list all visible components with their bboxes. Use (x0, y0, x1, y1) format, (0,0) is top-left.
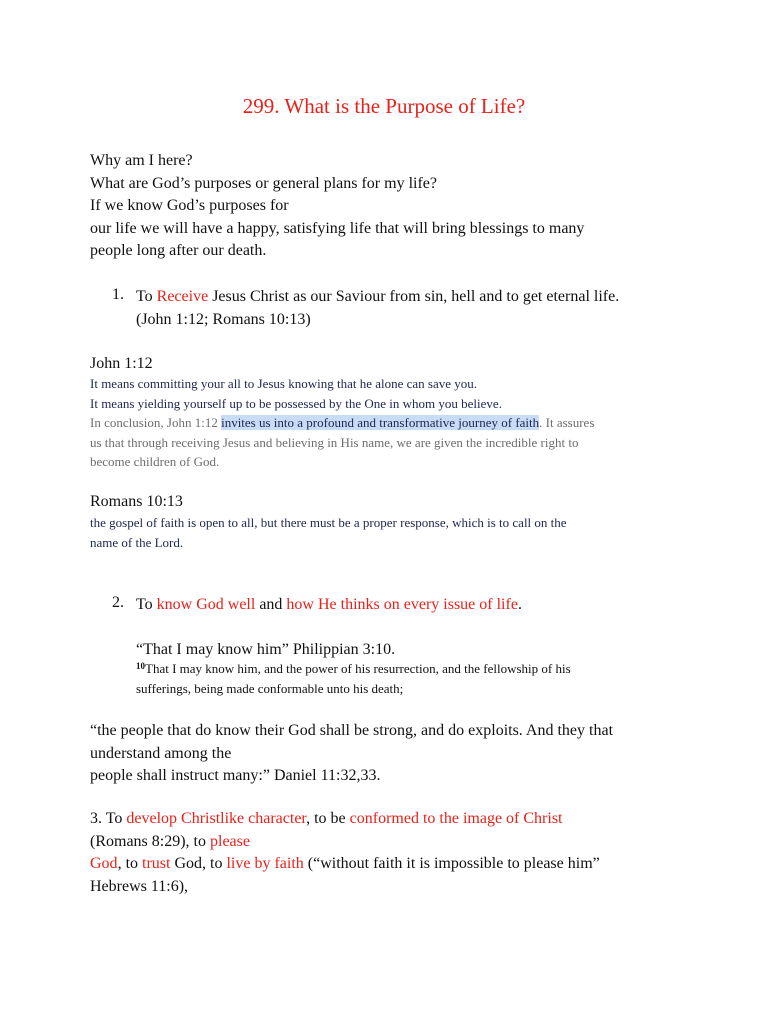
keyword-trust: trust (142, 855, 171, 873)
commentary-line: It means yielding yourself up to be possessed by the One in whom you believe. (90, 395, 502, 411)
keyword-know-god: know God well (156, 596, 256, 613)
section-heading-john: John 1:12 (90, 355, 153, 372)
intro-line: If we know God’s purposes for (90, 197, 289, 215)
daniel-quote (90, 720, 690, 788)
highlighted-text: invites us into a profound and transformative journey of faith (221, 415, 540, 430)
keyword-how-he-thinks: how He thinks on every issue of life (286, 596, 518, 613)
list-item-3: 3. To develop Christlike character, to be conformed to the image of Christ (Romans 8:29), to please God, to trust God, to live by faith (“without faith it is impossible to please him” Hebrews 11:6), (90, 810, 600, 895)
conclusion-line: become children of God. (90, 454, 220, 469)
list-number: 2. (112, 594, 124, 611)
intro-line: our life we will have a happy, satisfying life that will bring blessings to many (90, 219, 585, 237)
list-item-reference: (John 1:12; Romans 10:13) (136, 310, 311, 328)
keyword-christlike: develop Christlike character (126, 810, 307, 827)
intro-line: people long after our death. (90, 242, 267, 260)
page-title: 299. What is the Purpose of Life? (242, 94, 526, 118)
commentary-line: name of the Lord. (90, 534, 184, 550)
keyword-live-by-faith: live by faith (226, 855, 304, 873)
quote-philippians: “That I may know him” Philippian 3:10. (136, 641, 396, 658)
keyword-please: please (210, 832, 250, 850)
conclusion-line: us that through receiving Jesus and believing in His name, we are given the incredible right to (90, 434, 579, 450)
quote-line: understand among the (90, 744, 232, 762)
commentary-line: It means committing your all to Jesus knowing that he alone can save you. (90, 376, 478, 391)
section-heading-romans: Romans 10:13 (90, 493, 183, 510)
quote-line: people shall instruct many:” Daniel 11:32,33. (90, 767, 381, 785)
keyword-conformed: conformed to the image of Christ (349, 810, 563, 827)
list-number: 1. (112, 286, 124, 303)
john-commentary (90, 374, 690, 472)
list-item-1 (136, 286, 696, 331)
keyword-god: God (90, 855, 118, 873)
quote-line: “the people that do know their God shall be strong, and do exploits. And they that (90, 722, 614, 739)
keyword-receive: Receive (156, 288, 209, 305)
verse-philippians: $^{10}$That I may know him, and the power of his resurrection, and the fellowship of his sufferings, being made conformable unto his death; (136, 661, 571, 696)
intro-paragraph (90, 150, 690, 263)
commentary-line: the gospel of faith is open to all, but there must be a proper response, which is to call on the (90, 515, 567, 530)
verse-number: 10 (136, 661, 145, 671)
list-item-line: To Receive Jesus Christ as our Saviour from sin, hell and to get eternal life. (136, 288, 620, 305)
list-item-2: To know God well and how He thinks on every issue of life. (136, 596, 522, 613)
romans-commentary (90, 513, 690, 552)
conclusion-line: In conclusion, John 1:12 invites us into a profound and transformative journey of faith. It assures (90, 415, 595, 430)
intro-line: What are God’s purposes or general plans for my life? (90, 174, 437, 192)
intro-line: Why am I here? (90, 152, 193, 169)
